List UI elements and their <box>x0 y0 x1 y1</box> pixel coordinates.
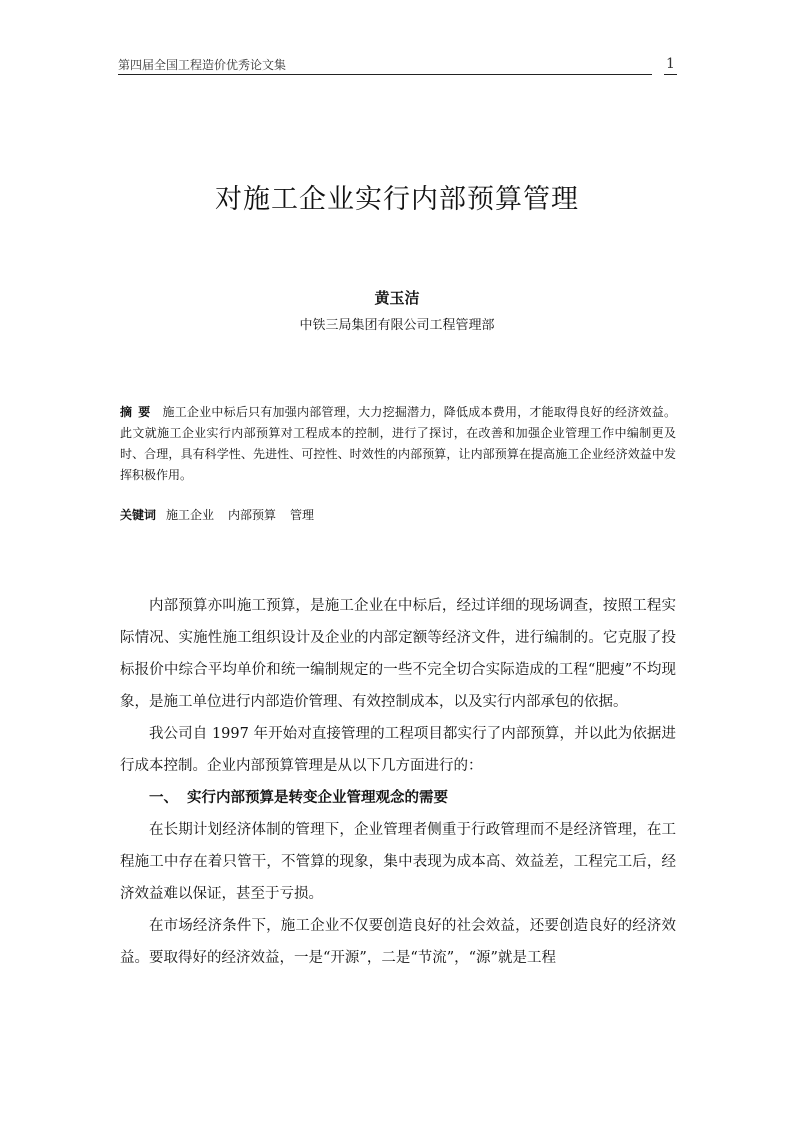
author-affiliation: 中铁三局集团有限公司工程管理部 <box>299 318 495 333</box>
running-header <box>118 56 652 75</box>
section-number: 一、 <box>149 790 178 806</box>
keyword: 管理 <box>290 508 315 522</box>
body-paragraph: 在长期计划经济体制的管理下，企业管理者侧重于行政管理而不是经济管理，在工程施工中存在着只管干，不管算的现象，集中表现为成本高、效益差，工程完工后，经济效益难以保证，甚至于亏损。 <box>120 822 676 902</box>
abstract-label: 摘要 <box>120 405 157 419</box>
abstract <box>120 402 676 486</box>
section-heading <box>120 782 676 814</box>
keywords-label: 关键词 <box>120 508 157 522</box>
keyword: 内部预算 <box>228 508 277 522</box>
body-text <box>120 590 676 974</box>
page-number: 1 <box>664 54 677 75</box>
body-paragraph: 内部预算亦叫施工预算，是施工企业在中标后，经过详细的现场调查，按照工程实际情况、实施性施工组织设计及企业的内部定额等经济文件，进行编制的。它克服了投标报价中综合平均单价和统一编制规定的一些不完全切合实际造成的工程“肥瘦”不均现象，是施工单位进行内部造价管理、有效控制成本，以及实行内部承包的依据。 <box>120 598 676 710</box>
body-paragraph: 我公司自 1997 年开始对直接管理的工程项目都实行了内部预算，并以此为依据进行成本控制。企业内部预算管理是从以下几方面进行的： <box>120 726 676 774</box>
body-paragraph: 在市场经济条件下，施工企业不仅要创造良好的社会效益，还要创造良好的经济效益。要取得好的经济效益，一是“开源”，二是“节流”，“源”就是工程 <box>120 918 676 966</box>
abstract-text: 施工企业中标后只有加强内部管理，大力挖掘潜力，降低成本费用，才能取得良好的经济效益。此文就施工企业实行内部预算对工程成本的控制，进行了探讨，在改善和加强企业管理工作中编制更及时、合理，具有科学性、先进性、可控性、时效性的内部预算，让内部预算在提高施工企业经济效益中发挥积极作用。 <box>120 405 676 482</box>
keywords <box>120 505 676 526</box>
keyword: 施工企业 <box>166 508 215 522</box>
section-title: 实行内部预算是转变企业管理观念的需要 <box>187 790 448 806</box>
collection-title: 第四届全国工程造价优秀论文集 <box>118 58 287 72</box>
paper-title: 对施工企业实行内部预算管理 <box>215 184 579 215</box>
author-name: 黄玉洁 <box>374 289 420 307</box>
